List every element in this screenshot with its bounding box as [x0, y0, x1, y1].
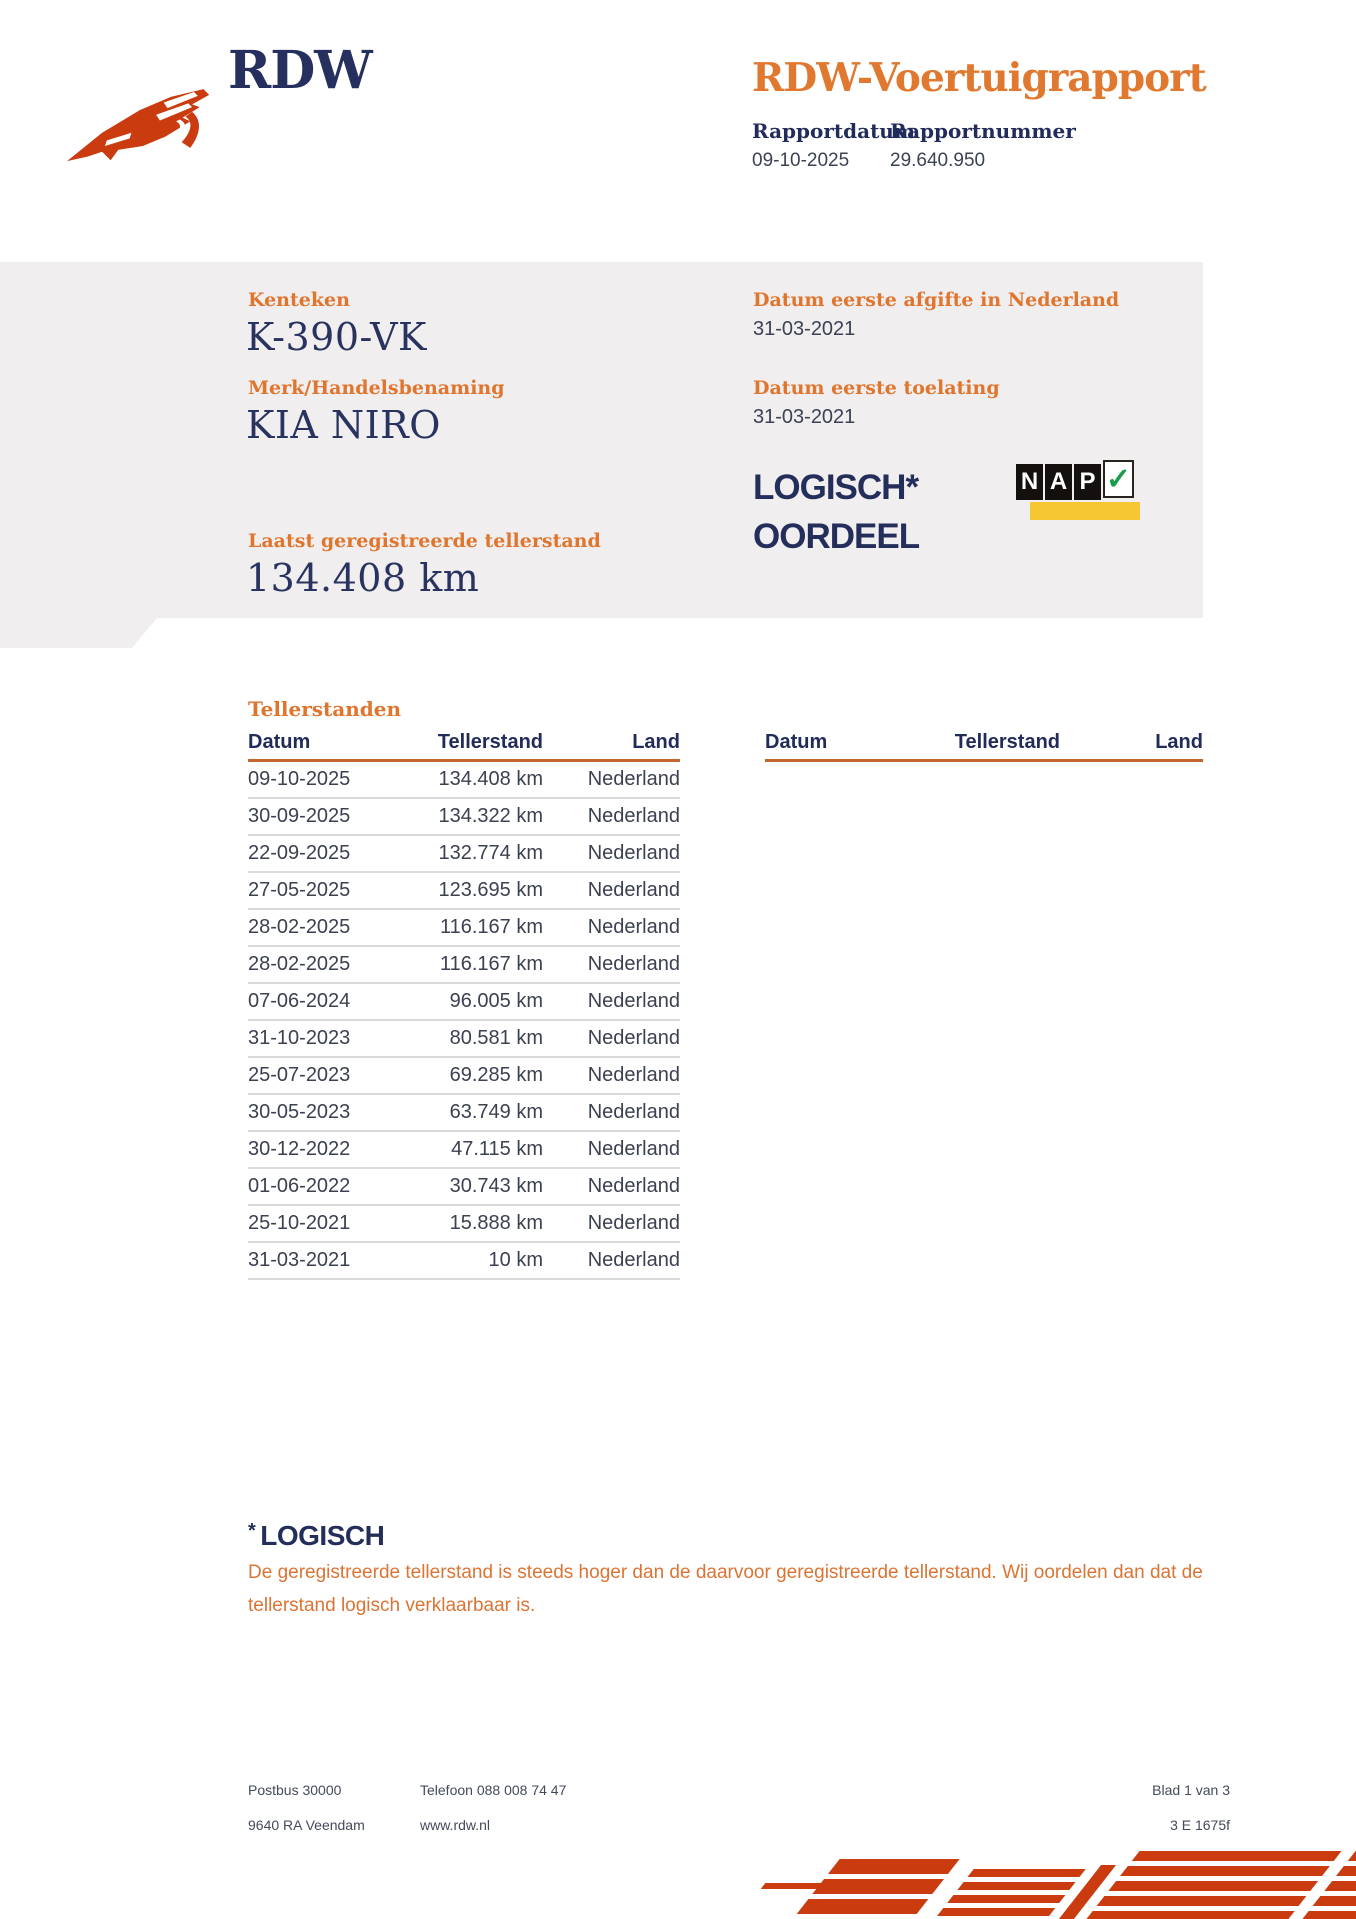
cell-land: Nederland — [587, 990, 680, 1012]
cell-datum: 31-03-2021 — [248, 1249, 351, 1271]
page-title: RDW-Voertuigrapport — [752, 55, 1206, 101]
cell-land: Nederland — [587, 1175, 680, 1197]
cell-tellerstand: 10 km — [488, 1249, 543, 1271]
table-row — [248, 873, 680, 910]
report-number-value: 29.640.950 — [890, 150, 986, 171]
nap-letter-p: P — [1074, 464, 1101, 500]
table-row — [248, 947, 680, 984]
report-number-label: Rapportnummer — [890, 119, 1076, 143]
col-header-datum: Datum — [248, 731, 311, 753]
merk-value: KIA NIRO — [246, 403, 441, 447]
logisch-asterisk: * — [248, 1520, 256, 1542]
table-row — [248, 1169, 680, 1206]
table-row — [248, 762, 680, 799]
cell-land: Nederland — [587, 879, 680, 901]
col-header-tellerstand: Tellerstand — [437, 731, 543, 753]
tellerstanden-section-title: Tellerstanden — [248, 697, 402, 721]
cell-land: Nederland — [587, 1064, 680, 1086]
stripe-block-2 — [936, 1869, 1086, 1917]
table-row — [248, 1021, 680, 1058]
table-row — [248, 1095, 680, 1132]
vehicle-summary-panel-notch — [0, 618, 157, 648]
cell-land: Nederland — [587, 1212, 680, 1234]
cell-tellerstand: 80.581 km — [449, 1027, 543, 1049]
eerste-afgifte-value: 31-03-2021 — [753, 318, 856, 340]
table-row — [248, 799, 680, 836]
cell-tellerstand: 116.167 km — [439, 916, 543, 938]
report-date-label: Rapportdatum — [752, 119, 916, 143]
laatste-tellerstand-label: Laatst geregistreerde tellerstand — [248, 530, 601, 552]
rdw-logo-text: RDW — [228, 40, 372, 101]
vehicle-summary-panel — [0, 262, 1203, 618]
laatste-tellerstand-value: 134.408 km — [246, 556, 480, 600]
cell-datum: 22-09-2025 — [248, 842, 351, 864]
cell-datum: 25-10-2021 — [248, 1212, 351, 1234]
cell-tellerstand: 134.408 km — [438, 768, 543, 790]
footer-address-line2: 9640 RA Veendam — [248, 1817, 365, 1833]
cell-tellerstand: 30.743 km — [449, 1175, 543, 1197]
cell-datum: 07-06-2024 — [248, 990, 351, 1012]
merk-label: Merk/Handelsbenaming — [248, 377, 505, 399]
cell-land: Nederland — [587, 916, 680, 938]
cell-datum: 30-05-2023 — [248, 1101, 351, 1123]
eerste-toelating-value: 31-03-2021 — [753, 406, 856, 428]
cell-datum: 28-02-2025 — [248, 916, 351, 938]
cell-tellerstand: 134.322 km — [438, 805, 543, 827]
cell-datum: 30-09-2025 — [248, 805, 351, 827]
cell-land: Nederland — [587, 1027, 680, 1049]
table-row — [248, 910, 680, 947]
eerste-afgifte-label: Datum eerste afgifte in Nederland — [753, 289, 1120, 311]
cell-land: Nederland — [587, 1101, 680, 1123]
cell-tellerstand: 116.167 km — [439, 953, 543, 975]
cell-land: Nederland — [587, 953, 680, 975]
footer-page-indicator: Blad 1 van 3 — [1152, 1782, 1230, 1798]
cell-datum: 01-06-2022 — [248, 1175, 351, 1197]
stripe-block-1 — [794, 1859, 959, 1917]
cell-tellerstand: 15.888 km — [449, 1212, 543, 1234]
logisch-note-text: De geregistreerde tellerstand is steeds hoger dan de daarvoor geregistreerde tellerstand. Wij oordelen dan dat de tellerstand logisch verklaarbaar is. — [248, 1562, 1203, 1616]
footer-address-line1: Postbus 30000 — [248, 1782, 342, 1798]
table-row — [248, 1243, 680, 1280]
table-row — [248, 1058, 680, 1095]
nap-letter-n: N — [1016, 464, 1043, 500]
cell-datum: 31-10-2023 — [248, 1027, 351, 1049]
nap-logo — [1016, 458, 1142, 524]
logisch-note-heading — [248, 1520, 384, 1552]
table-row — [248, 1206, 680, 1243]
footer-form-code: 3 E 1675f — [1170, 1817, 1230, 1833]
tellerstanden-table-right — [765, 731, 1203, 762]
nap-checkmark-icon: ✓ — [1103, 460, 1134, 498]
kenteken-label: Kenteken — [248, 289, 350, 311]
tellerstanden-table-left — [248, 731, 680, 1280]
cell-datum: 09-10-2025 — [248, 768, 351, 790]
cell-datum: 30-12-2022 — [248, 1138, 351, 1160]
cell-land: Nederland — [587, 768, 680, 790]
cell-land: Nederland — [587, 842, 680, 864]
oordeel-line2: OORDEEL — [753, 517, 920, 556]
nap-letter-a: A — [1045, 464, 1072, 500]
cell-land: Nederland — [587, 1138, 680, 1160]
cell-tellerstand: 69.285 km — [449, 1064, 543, 1086]
cell-tellerstand: 47.115 km — [451, 1138, 543, 1160]
cell-land: Nederland — [587, 805, 680, 827]
kenteken-value: K-390-VK — [246, 315, 427, 359]
table-row — [248, 836, 680, 873]
table-header-row — [765, 731, 1203, 762]
eerste-toelating-label: Datum eerste toelating — [753, 377, 1000, 399]
cell-datum: 25-07-2023 — [248, 1064, 351, 1086]
cell-tellerstand: 123.695 km — [438, 879, 543, 901]
footer-website-link: www.rdw.nl — [420, 1817, 491, 1833]
table-row — [248, 1132, 680, 1169]
rdw-stripes-graphic — [755, 1845, 1356, 1919]
nap-logo-squares — [1016, 464, 1134, 500]
footer-phone: Telefoon 088 008 74 47 — [420, 1782, 567, 1798]
cell-land: Nederland — [587, 1249, 680, 1271]
col-header-land: Land — [1155, 731, 1203, 753]
col-header-land: Land — [632, 731, 680, 753]
report-date-value: 09-10-2025 — [752, 150, 850, 171]
cell-tellerstand: 132.774 km — [438, 842, 543, 864]
cell-datum: 28-02-2025 — [248, 953, 351, 975]
nap-logo-yellow-bar — [1030, 502, 1140, 520]
col-header-tellerstand: Tellerstand — [954, 731, 1060, 753]
table-row — [248, 984, 680, 1021]
cell-tellerstand: 63.749 km — [449, 1101, 543, 1123]
table-header-row — [248, 731, 680, 762]
logisch-title: LOGISCH — [260, 1520, 385, 1551]
cell-tellerstand: 96.005 km — [449, 990, 543, 1012]
oordeel-line1: LOGISCH* — [753, 468, 919, 507]
cell-datum: 27-05-2025 — [248, 879, 351, 901]
col-header-datum: Datum — [765, 731, 828, 753]
rdw-logo-swoosh-icon — [50, 62, 230, 177]
